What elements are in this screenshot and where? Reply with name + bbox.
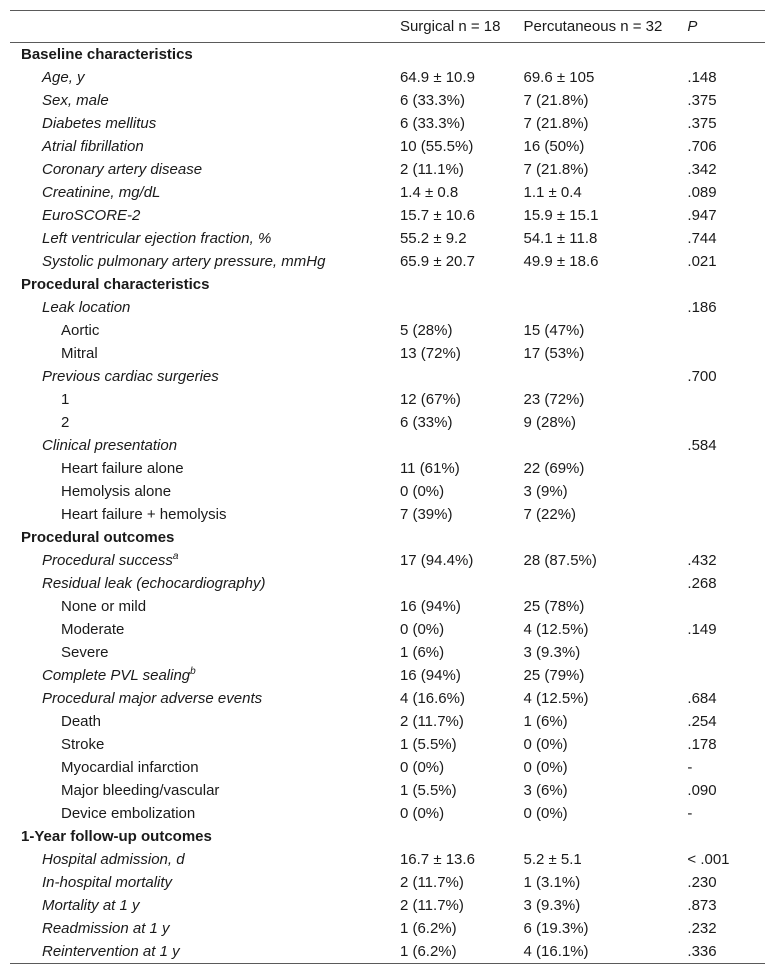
header-p-value-column: P — [687, 18, 698, 35]
row-label-text: Left ventricular ejection fraction, % — [42, 230, 272, 247]
percutaneous-value: 69.6 ± 105 — [523, 69, 595, 86]
p-value — [687, 595, 765, 618]
row-label — [10, 940, 400, 964]
row-label-text: Procedural outcomes — [21, 529, 175, 546]
table-row — [10, 503, 765, 526]
section-title — [10, 526, 400, 549]
comparison-table-container — [10, 10, 765, 964]
table-row — [10, 595, 765, 618]
surgical-value: 2 (11.7%) — [399, 874, 464, 891]
row-label — [10, 733, 400, 756]
surgical-value: 0 (0%) — [399, 759, 445, 776]
row-label-text: Residual leak (echocardiography) — [42, 575, 266, 592]
row-label-text: Procedural success — [42, 552, 173, 569]
p-value — [687, 319, 765, 342]
percutaneous-value — [524, 434, 688, 457]
row-label — [10, 204, 400, 227]
row-label — [10, 595, 400, 618]
percutaneous-value: 7 (21.8%) — [523, 92, 589, 109]
p-value: < .001 — [687, 851, 730, 868]
row-label — [10, 664, 400, 687]
table-row — [10, 227, 765, 250]
table-row — [10, 250, 765, 273]
header-percutaneous-column: Percutaneous n = 32 — [523, 18, 663, 35]
p-value — [687, 43, 765, 67]
table-row — [10, 572, 765, 595]
p-value — [687, 641, 765, 664]
table-row — [10, 710, 765, 733]
p-value: - — [687, 805, 693, 822]
row-label-text: Aortic — [61, 322, 100, 339]
percutaneous-value: 1 (3.1%) — [523, 874, 581, 891]
surgical-value: 4 (16.6%) — [399, 690, 465, 707]
row-label-text: Readmission at 1 y — [42, 920, 170, 937]
row-label — [10, 135, 400, 158]
surgical-value: 0 (0%) — [399, 805, 445, 822]
row-label — [10, 710, 400, 733]
row-label-text: 2 — [61, 414, 70, 431]
table-row — [10, 319, 765, 342]
table-row — [10, 802, 765, 825]
surgical-value: 0 (0%) — [399, 621, 445, 638]
percutaneous-value — [524, 296, 688, 319]
surgical-value: 1.4 ± 0.8 — [399, 184, 459, 201]
section-header-row — [10, 273, 765, 296]
row-label — [10, 848, 400, 871]
row-label-text: Severe — [61, 644, 109, 661]
p-value: .375 — [687, 115, 717, 132]
row-label-text: Stroke — [61, 736, 105, 753]
p-value: .178 — [687, 736, 717, 753]
row-label-text: Hemolysis alone — [61, 483, 172, 500]
table-row — [10, 641, 765, 664]
table-row — [10, 181, 765, 204]
footnote-marker: b — [190, 666, 196, 677]
table-header-row — [10, 11, 765, 43]
surgical-value: 1 (6.2%) — [399, 943, 457, 960]
percutaneous-value — [524, 365, 688, 388]
percutaneous-value: 28 (87.5%) — [523, 552, 597, 569]
row-label-text: Device embolization — [61, 805, 196, 822]
percutaneous-value: 0 (0%) — [523, 736, 568, 753]
surgical-value: 16.7 ± 13.6 — [399, 851, 475, 868]
table-row — [10, 342, 765, 365]
surgical-value: 15.7 ± 10.6 — [399, 207, 475, 224]
percutaneous-value: 6 (19.3%) — [523, 920, 589, 937]
row-label — [10, 411, 400, 434]
row-label — [10, 158, 400, 181]
row-label-text: 1 — [61, 391, 70, 408]
percutaneous-value: 0 (0%) — [523, 759, 568, 776]
row-label-text: Complete PVL sealing — [42, 667, 191, 684]
table-row — [10, 135, 765, 158]
header-surgical-column: Surgical n = 18 — [399, 18, 501, 35]
surgical-value: 55.2 ± 9.2 — [399, 230, 467, 247]
p-value: .254 — [687, 713, 717, 730]
percutaneous-value: 16 (50%) — [523, 138, 585, 155]
percutaneous-value — [524, 572, 688, 595]
surgical-value: 64.9 ± 10.9 — [399, 69, 475, 86]
table-row — [10, 871, 765, 894]
row-label-text: Sex, male — [42, 92, 109, 109]
surgical-value: 6 (33.3%) — [399, 92, 465, 109]
section-header-row — [10, 43, 765, 67]
row-label-text: Hospital admission, d — [42, 851, 185, 868]
row-label-text: Coronary artery disease — [42, 161, 203, 178]
percutaneous-value: 25 (78%) — [523, 598, 585, 615]
row-label — [10, 66, 400, 89]
p-value — [687, 503, 765, 526]
row-label-text: Moderate — [61, 621, 125, 638]
p-value: .230 — [687, 874, 717, 891]
surgical-value — [400, 825, 524, 848]
row-label — [10, 457, 400, 480]
table-row — [10, 940, 765, 964]
row-label-text: Reintervention at 1 y — [42, 943, 180, 960]
section-header-row — [10, 526, 765, 549]
row-label-text: In-hospital mortality — [42, 874, 173, 891]
table-row — [10, 158, 765, 181]
percutaneous-value: 0 (0%) — [523, 805, 568, 822]
section-title — [10, 43, 400, 67]
p-value: .148 — [687, 69, 717, 86]
percutaneous-value: 25 (79%) — [523, 667, 585, 684]
table-row — [10, 296, 765, 319]
row-label-text: Major bleeding/vascular — [61, 782, 220, 799]
row-label — [10, 480, 400, 503]
surgical-value — [400, 572, 524, 595]
percutaneous-value: 3 (9.3%) — [523, 897, 581, 914]
row-label — [10, 296, 400, 319]
row-label-text: Clinical presentation — [42, 437, 178, 454]
p-value: .268 — [687, 575, 717, 592]
percutaneous-value: 5.2 ± 5.1 — [523, 851, 582, 868]
surgical-value: 11 (61%) — [399, 460, 460, 477]
percutaneous-value: 1 (6%) — [523, 713, 568, 730]
percutaneous-value: 4 (12.5%) — [523, 690, 589, 707]
row-label-text: Atrial fibrillation — [42, 138, 144, 155]
row-label — [10, 572, 400, 595]
percutaneous-value: 4 (16.1%) — [523, 943, 589, 960]
row-label-text: 1-Year follow-up outcomes — [21, 828, 212, 845]
surgical-value — [400, 43, 524, 67]
row-label — [10, 917, 400, 940]
percutaneous-value: 7 (21.8%) — [523, 115, 589, 132]
comparison-table — [10, 10, 765, 964]
p-value: - — [687, 759, 693, 776]
percutaneous-value — [524, 825, 688, 848]
p-value — [687, 388, 765, 411]
table-row — [10, 434, 765, 457]
row-label — [10, 779, 400, 802]
table-row — [10, 457, 765, 480]
p-value: .684 — [687, 690, 717, 707]
percutaneous-value: 3 (9.3%) — [523, 644, 581, 661]
table-row — [10, 733, 765, 756]
row-label-text: Mitral — [61, 345, 98, 362]
row-label — [10, 871, 400, 894]
p-value — [687, 480, 765, 503]
table-row — [10, 779, 765, 802]
p-value — [687, 664, 765, 687]
percutaneous-value: 54.1 ± 11.8 — [523, 230, 598, 247]
section-title — [10, 273, 400, 296]
p-value: .149 — [687, 621, 717, 638]
surgical-value: 6 (33%) — [399, 414, 453, 431]
percutaneous-value — [524, 273, 688, 296]
p-value: .336 — [687, 943, 717, 960]
surgical-value: 13 (72%) — [399, 345, 461, 362]
table-row — [10, 917, 765, 940]
row-label — [10, 112, 400, 135]
p-value: .021 — [687, 253, 717, 270]
surgical-value: 17 (94.4%) — [399, 552, 474, 569]
table-row — [10, 756, 765, 779]
table-row — [10, 388, 765, 411]
surgical-value: 1 (6%) — [399, 644, 445, 661]
p-value: .744 — [687, 230, 717, 247]
surgical-value — [400, 526, 524, 549]
section-title — [10, 825, 400, 848]
percutaneous-value: 9 (28%) — [523, 414, 577, 431]
row-label — [10, 181, 400, 204]
percutaneous-value: 4 (12.5%) — [523, 621, 589, 638]
row-label-text: Death — [61, 713, 102, 730]
percutaneous-value: 22 (69%) — [523, 460, 585, 477]
row-label — [10, 687, 400, 710]
surgical-value — [400, 434, 524, 457]
row-label — [10, 802, 400, 825]
p-value: .375 — [687, 92, 717, 109]
p-value: .432 — [687, 552, 717, 569]
header-label-column — [10, 11, 400, 43]
row-label-text: Previous cardiac surgeries — [42, 368, 219, 385]
surgical-value — [400, 296, 524, 319]
percutaneous-value: 7 (22%) — [523, 506, 577, 523]
table-row — [10, 411, 765, 434]
p-value: .089 — [687, 184, 717, 201]
footnote-marker: a — [172, 551, 179, 562]
surgical-value: 1 (5.5%) — [399, 782, 457, 799]
section-header-row — [10, 825, 765, 848]
table-row — [10, 687, 765, 710]
surgical-value — [400, 365, 524, 388]
surgical-value: 10 (55.5%) — [399, 138, 474, 155]
surgical-value: 5 (28%) — [399, 322, 453, 339]
row-label-text: Leak location — [42, 299, 131, 316]
surgical-value: 2 (11.7%) — [399, 713, 464, 730]
row-label-text: Heart failure + hemolysis — [61, 506, 227, 523]
row-label-text: Age, y — [42, 69, 85, 86]
surgical-value: 6 (33.3%) — [399, 115, 465, 132]
row-label-text: Myocardial infarction — [61, 759, 199, 776]
surgical-value: 7 (39%) — [399, 506, 453, 523]
p-value: .342 — [687, 161, 717, 178]
percutaneous-value: 49.9 ± 18.6 — [523, 253, 599, 270]
table-row — [10, 549, 765, 572]
row-label-text: None or mild — [61, 598, 147, 615]
p-value: .232 — [687, 920, 717, 937]
row-label-text: Heart failure alone — [61, 460, 184, 477]
percutaneous-value: 23 (72%) — [523, 391, 585, 408]
p-value: .947 — [687, 207, 717, 224]
percutaneous-value: 3 (6%) — [523, 782, 568, 799]
surgical-value: 16 (94%) — [399, 598, 461, 615]
table-row — [10, 204, 765, 227]
table-row — [10, 365, 765, 388]
surgical-value — [400, 273, 524, 296]
row-label — [10, 434, 400, 457]
table-row — [10, 664, 765, 687]
table-row — [10, 89, 765, 112]
surgical-value: 12 (67%) — [399, 391, 461, 408]
row-label-text: Procedural characteristics — [21, 276, 210, 293]
row-label-text: EuroSCORE-2 — [42, 207, 141, 224]
surgical-value: 1 (6.2%) — [399, 920, 457, 937]
table-row — [10, 618, 765, 641]
row-label — [10, 503, 400, 526]
row-label-text: Systolic pulmonary artery pressure, mmHg — [42, 253, 326, 270]
row-label-text: Procedural major adverse events — [42, 690, 263, 707]
row-label — [10, 342, 400, 365]
row-label — [10, 89, 400, 112]
percutaneous-value: 15 (47%) — [523, 322, 585, 339]
p-value: .700 — [687, 368, 717, 385]
percutaneous-value — [524, 43, 688, 67]
p-value — [687, 526, 765, 549]
percutaneous-value: 7 (21.8%) — [523, 161, 589, 178]
row-label-text: Baseline characteristics — [21, 46, 193, 63]
p-value — [687, 825, 765, 848]
row-label — [10, 618, 400, 641]
percutaneous-value: 15.9 ± 15.1 — [523, 207, 599, 224]
surgical-value: 1 (5.5%) — [399, 736, 457, 753]
p-value — [687, 342, 765, 365]
p-value: .186 — [687, 299, 717, 316]
row-label — [10, 388, 400, 411]
surgical-value: 16 (94%) — [399, 667, 461, 684]
row-label — [10, 641, 400, 664]
percutaneous-value — [524, 526, 688, 549]
percutaneous-value: 1.1 ± 0.4 — [523, 184, 582, 201]
row-label-text: Mortality at 1 y — [42, 897, 140, 914]
surgical-value: 0 (0%) — [399, 483, 445, 500]
table-row — [10, 66, 765, 89]
table-row — [10, 112, 765, 135]
percutaneous-value: 3 (9%) — [523, 483, 568, 500]
surgical-value: 2 (11.1%) — [399, 161, 464, 178]
row-label — [10, 549, 400, 572]
surgical-value: 2 (11.7%) — [399, 897, 464, 914]
p-value — [687, 411, 765, 434]
table-row — [10, 894, 765, 917]
p-value: .706 — [687, 138, 717, 155]
p-value: .584 — [687, 437, 717, 454]
row-label — [10, 894, 400, 917]
row-label — [10, 365, 400, 388]
row-label — [10, 227, 400, 250]
table-row — [10, 480, 765, 503]
percutaneous-value: 17 (53%) — [523, 345, 585, 362]
table-row — [10, 848, 765, 871]
row-label-text: Diabetes mellitus — [42, 115, 157, 132]
row-label-text: Creatinine, mg/dL — [42, 184, 161, 201]
p-value — [687, 457, 765, 480]
surgical-value: 65.9 ± 20.7 — [399, 253, 475, 270]
row-label — [10, 319, 400, 342]
p-value — [687, 273, 765, 296]
row-label — [10, 756, 400, 779]
p-value: .873 — [687, 897, 717, 914]
table-body — [10, 43, 765, 964]
row-label — [10, 250, 400, 273]
p-value: .090 — [687, 782, 717, 799]
